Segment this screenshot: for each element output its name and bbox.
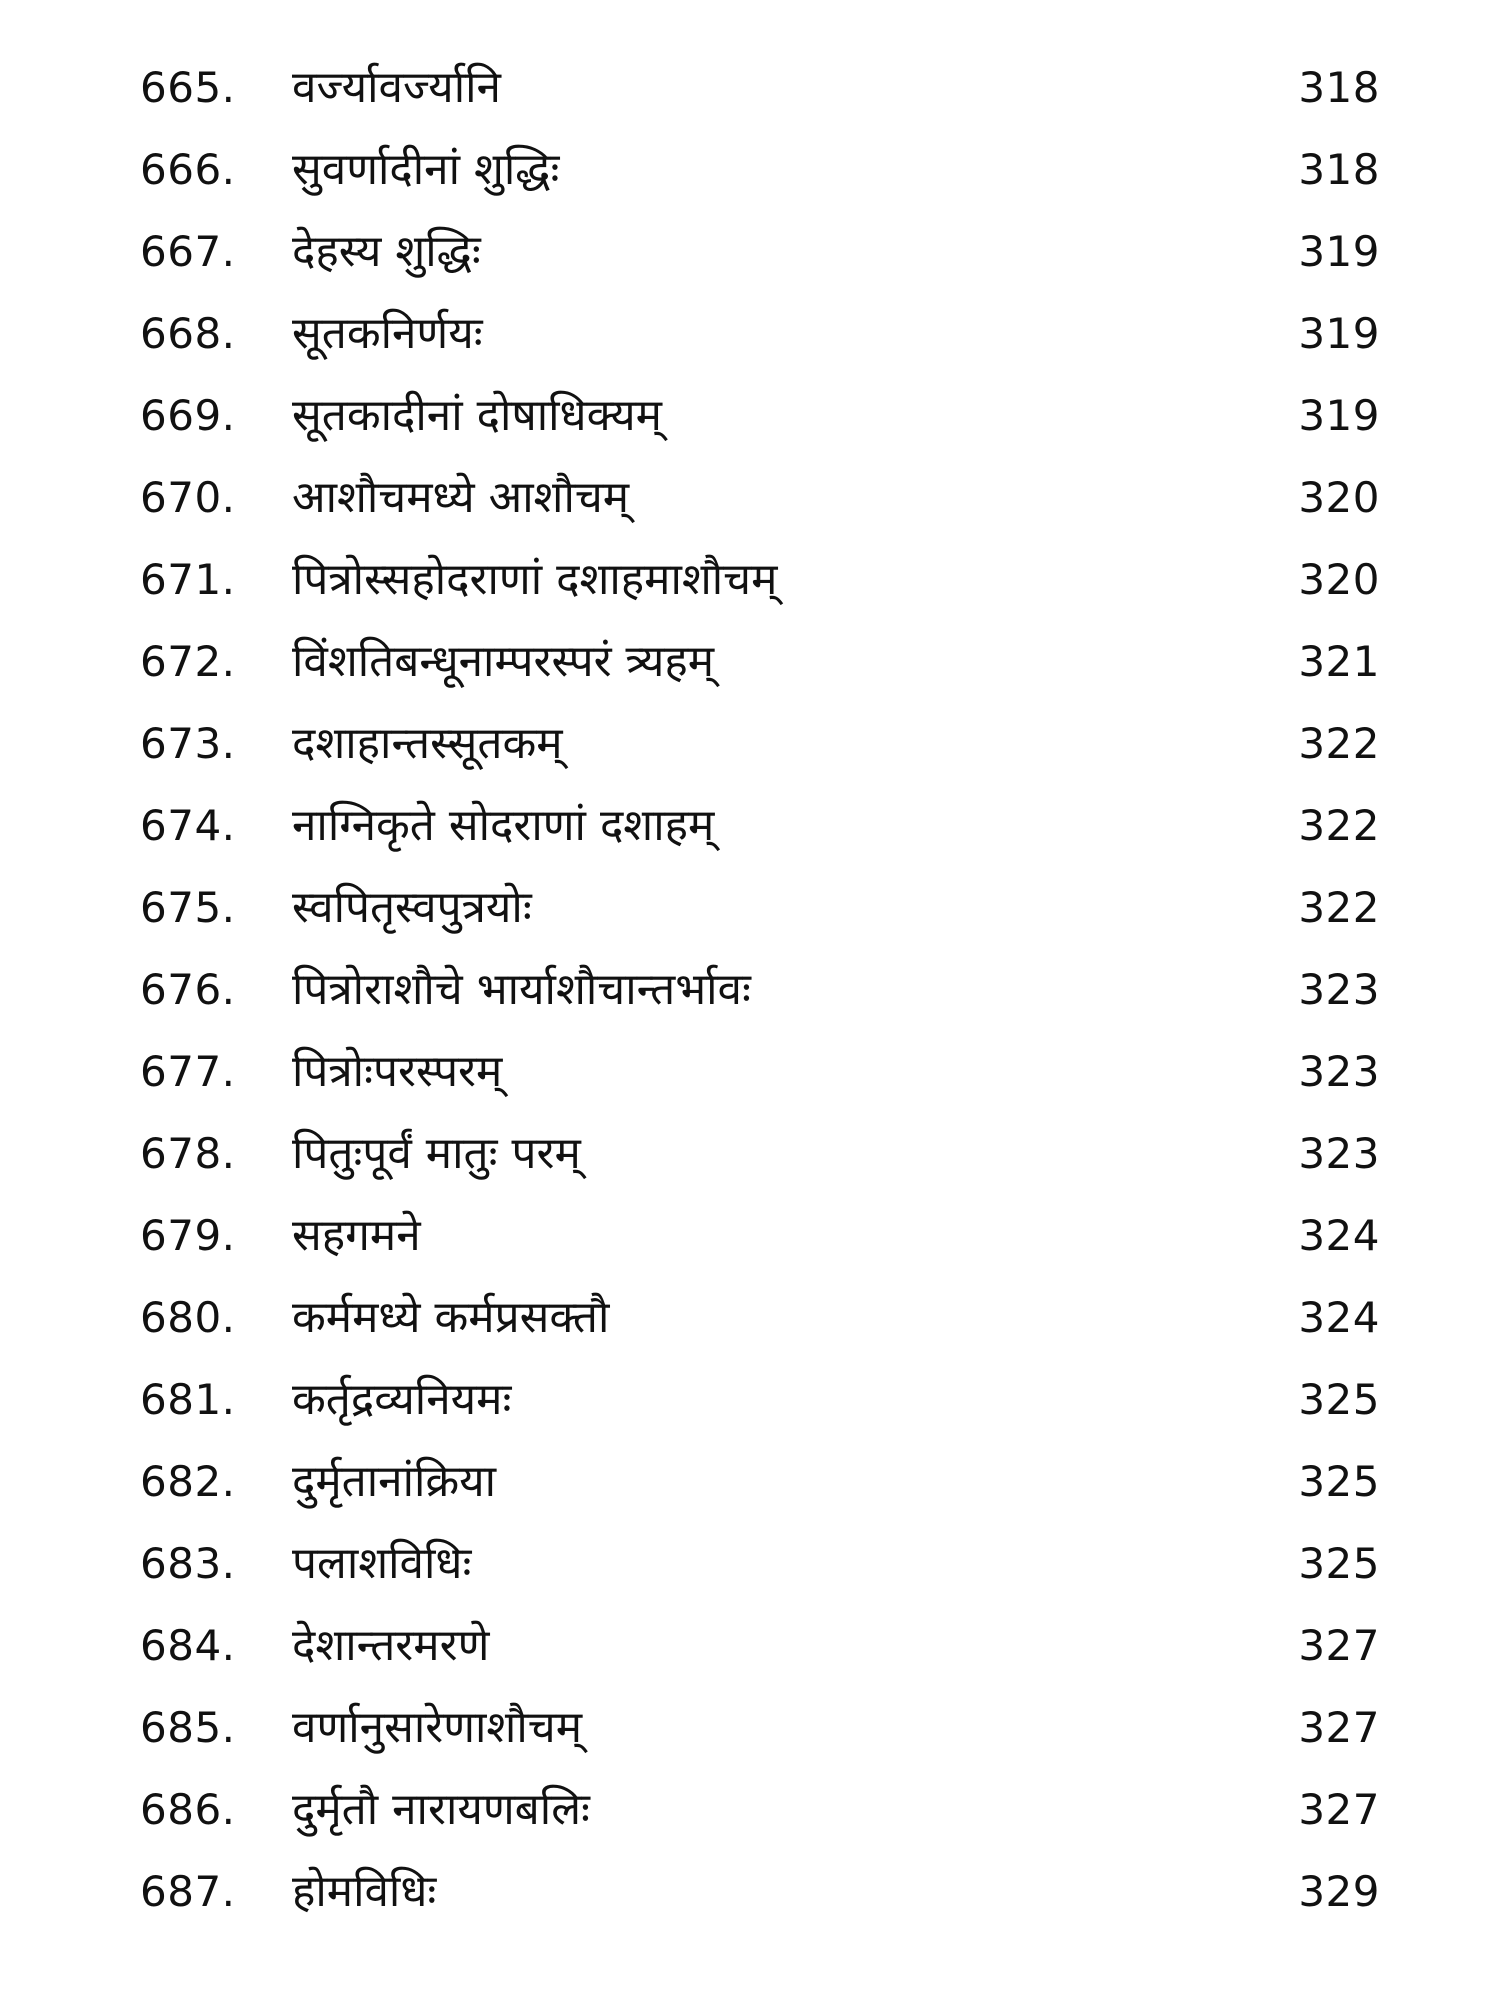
entry-number: 670. <box>140 473 236 522</box>
toc-entry-674 <box>140 785 1380 867</box>
toc-entry-671 <box>140 539 1380 621</box>
toc-entry-681 <box>140 1359 1380 1441</box>
entry-page-number: 321 <box>1298 637 1380 686</box>
entry-number: 669. <box>140 391 236 440</box>
entry-page-number: 323 <box>1298 1129 1380 1178</box>
entry-number: 667. <box>140 227 236 276</box>
toc-entry-676 <box>140 949 1380 1031</box>
toc-entry-667 <box>140 211 1380 293</box>
entry-page-number: 327 <box>1298 1785 1380 1834</box>
entry-page-number: 322 <box>1298 719 1380 768</box>
entry-title: देहस्य शुद्धिः <box>292 226 481 277</box>
entry-number: 675. <box>140 883 236 932</box>
entry-page-number: 322 <box>1298 801 1380 850</box>
entry-title: सूतकादीनां दोषाधिक्यम् <box>292 390 662 441</box>
toc-entry-684 <box>140 1605 1380 1687</box>
entry-page-number: 329 <box>1298 1867 1380 1916</box>
entry-page-number: 327 <box>1298 1621 1380 1670</box>
entry-number: 668. <box>140 309 236 358</box>
entry-number: 676. <box>140 965 236 1014</box>
entry-page-number: 323 <box>1298 1047 1380 1096</box>
toc-entry-669 <box>140 375 1380 457</box>
entry-page-number: 324 <box>1298 1293 1380 1342</box>
entry-number: 679. <box>140 1211 236 1260</box>
entry-title: दुर्मृतानांक्रिया <box>292 1456 497 1507</box>
toc-list <box>140 47 1380 1933</box>
entry-number: 680. <box>140 1293 236 1342</box>
entry-page-number: 324 <box>1298 1211 1380 1260</box>
entry-page-number: 318 <box>1298 63 1380 112</box>
entry-number: 687. <box>140 1867 236 1916</box>
entry-page-number: 320 <box>1298 555 1380 604</box>
toc-entry-670 <box>140 457 1380 539</box>
entry-number: 682. <box>140 1457 236 1506</box>
entry-page-number: 327 <box>1298 1703 1380 1752</box>
entry-number: 674. <box>140 801 236 850</box>
entry-title: होमविधिः <box>292 1866 437 1917</box>
toc-entry-668 <box>140 293 1380 375</box>
entry-number: 672. <box>140 637 236 686</box>
entry-title: आशौचमध्ये आशौचम् <box>292 472 630 523</box>
entry-title: विंशतिबन्धूनाम्परस्परं त्र्यहम् <box>292 636 715 687</box>
toc-entry-680 <box>140 1277 1380 1359</box>
entry-title: स्वपितृस्वपुत्रयोः <box>292 882 532 933</box>
entry-number: 673. <box>140 719 236 768</box>
toc-entry-687 <box>140 1851 1380 1933</box>
entry-page-number: 325 <box>1298 1375 1380 1424</box>
toc-entry-678 <box>140 1113 1380 1195</box>
toc-entry-666 <box>140 129 1380 211</box>
entry-page-number: 325 <box>1298 1457 1380 1506</box>
toc-entry-679 <box>140 1195 1380 1277</box>
entry-title: सूतकनिर्णयः <box>292 308 483 359</box>
entry-title: पित्रोराशौचे भार्याशौचान्तर्भावः <box>292 964 751 1015</box>
entry-title: पित्रोस्सहोदराणां दशाहमाशौचम् <box>292 554 778 605</box>
toc-entry-672 <box>140 621 1380 703</box>
entry-page-number: 325 <box>1298 1539 1380 1588</box>
entry-page-number: 319 <box>1298 227 1380 276</box>
entry-title: सहगमने <box>292 1210 421 1261</box>
entry-number: 678. <box>140 1129 236 1178</box>
entry-page-number: 320 <box>1298 473 1380 522</box>
entry-page-number: 319 <box>1298 309 1380 358</box>
entry-number: 665. <box>140 63 236 112</box>
entry-title: कर्तृद्रव्यनियमः <box>292 1374 512 1425</box>
entry-number: 683. <box>140 1539 236 1588</box>
entry-number: 666. <box>140 145 236 194</box>
entry-page-number: 323 <box>1298 965 1380 1014</box>
entry-page-number: 318 <box>1298 145 1380 194</box>
entry-title: पलाशविधिः <box>292 1538 472 1589</box>
entry-title: पित्रोःपरस्परम् <box>292 1046 503 1097</box>
entry-number: 685. <box>140 1703 236 1752</box>
entry-title: वर्णानुसारेणाशौचम् <box>292 1702 583 1753</box>
entry-page-number: 322 <box>1298 883 1380 932</box>
entry-number: 671. <box>140 555 236 604</box>
entry-title: वर्ज्यावर्ज्यानि <box>292 62 501 113</box>
toc-entry-677 <box>140 1031 1380 1113</box>
entry-title: पितुःपूर्वं मातुः परम् <box>292 1128 581 1179</box>
entry-title: दशाहान्तस्सूतकम् <box>292 718 563 769</box>
entry-number: 686. <box>140 1785 236 1834</box>
entry-title: नाग्निकृते सोदराणां दशाहम् <box>292 800 715 851</box>
toc-entry-673 <box>140 703 1380 785</box>
entry-title: देशान्तरमरणे <box>292 1620 490 1671</box>
entry-title: सुवर्णादीनां शुद्धिः <box>292 144 560 195</box>
toc-entry-685 <box>140 1687 1380 1769</box>
entry-page-number: 319 <box>1298 391 1380 440</box>
entry-title: दुर्मृतौ नारायणबलिः <box>292 1784 590 1835</box>
toc-entry-665 <box>140 47 1380 129</box>
toc-entry-686 <box>140 1769 1380 1851</box>
toc-entry-675 <box>140 867 1380 949</box>
entry-number: 681. <box>140 1375 236 1424</box>
entry-title: कर्ममध्ये कर्मप्रसक्तौ <box>292 1292 610 1343</box>
toc-entry-682 <box>140 1441 1380 1523</box>
entry-number: 684. <box>140 1621 236 1670</box>
entry-number: 677. <box>140 1047 236 1096</box>
toc-entry-683 <box>140 1523 1380 1605</box>
